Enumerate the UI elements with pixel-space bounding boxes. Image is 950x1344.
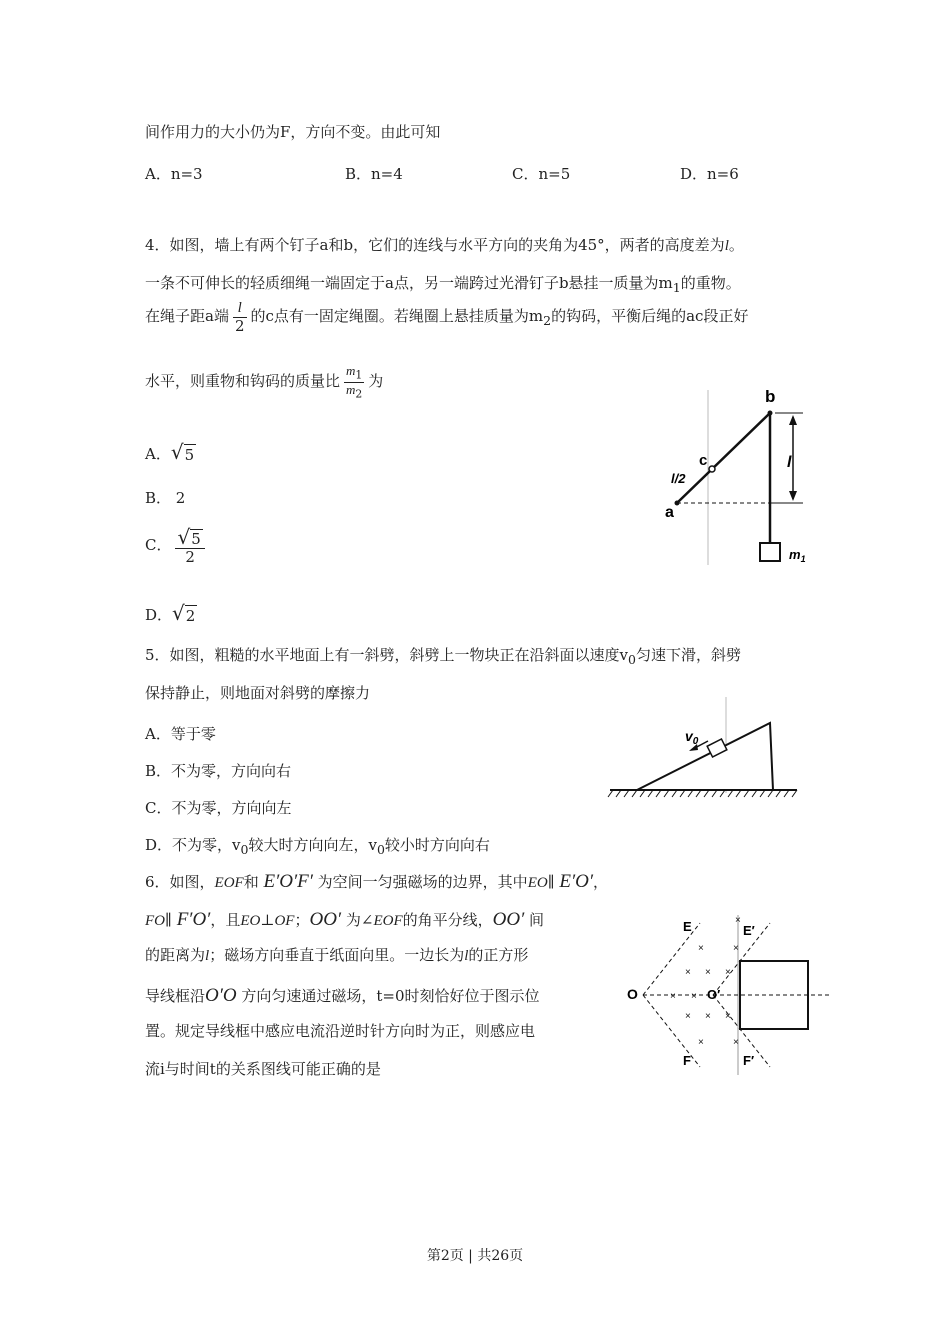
q4-option-b: B． 2 [145, 489, 186, 507]
q6-line-6: 流i与时间t的关系图线可能正确的是 [145, 1060, 381, 1078]
q4-line-2: 一条不可伸长的轻质细绳一端固定于a点，另一端跨过光滑钉子b悬挂一质量为$m_1$的重物。 [145, 274, 741, 295]
rope-ab [677, 413, 770, 503]
svg-text:×: × [698, 1037, 704, 1048]
label-v0: $v_0$ [685, 728, 699, 747]
q3-option-a: A．n=3 [145, 165, 203, 183]
mass-m1-box [760, 543, 780, 561]
q4-line-1: 4．如图，墙上有两个钉子a和b，它们的连线与水平方向的夹角为45°，两者的高度差为l。 [145, 236, 744, 254]
svg-text:×: × [735, 915, 741, 926]
q3-tail-text: 间作用力的大小仍为F，方向不变。由此可知 [145, 123, 441, 141]
q5-line-1: 5．如图，粗糙的水平地面上有一斜劈，斜劈上一物块正在沿斜面以速度$v_0$匀速下滑，斜劈 [145, 646, 741, 667]
label-f-prime: F′ [743, 1053, 755, 1068]
q6-line-3: 的距离为l；磁场方向垂直于纸面向里。一边长为l的正方形 [145, 946, 529, 964]
wedge [637, 723, 773, 790]
q4-mass-ratio: $\frac{m_1}{m_2}$ [346, 363, 363, 401]
svg-text:×: × [685, 1011, 691, 1022]
label-b: b [765, 387, 776, 406]
q3-option-c: C．n=5 [512, 165, 571, 183]
label-l: l [787, 454, 792, 471]
nail-b [768, 411, 773, 416]
svg-text:×: × [670, 991, 676, 1002]
q6-figure-magnetic-field [625, 915, 835, 1075]
q6-line-1: 6．如图，EOF和 E′O′F′ 为空间一匀强磁场的边界，其中EO∥ E′O′， [145, 871, 609, 892]
svg-text:×: × [733, 943, 739, 954]
label-o-prime: O′ [707, 987, 721, 1002]
q5-option-c: C．不为零，方向向左 [145, 799, 292, 817]
q5-option-b: B．不为零，方向向右 [145, 762, 292, 780]
boundary-o2e2 [713, 923, 770, 995]
label-o: O [627, 986, 638, 1002]
label-m1: $m_1$ [789, 547, 806, 564]
svg-text:×: × [725, 967, 731, 978]
label-e-prime: E′ [743, 923, 755, 938]
q6-line-5: 置。规定导线框中感应电流沿逆时针方向时为正，则感应电 [145, 1022, 536, 1040]
boundary-of [643, 995, 700, 1067]
svg-text:×: × [725, 1011, 731, 1022]
page-footer: 第2页 | 共26页 [426, 1248, 524, 1264]
q5-option-d: D．不为零，$v_0$较大时方向向左，$v_0$较小时方向向右 [145, 836, 490, 857]
label-l-half: l/2 [671, 471, 686, 486]
q6-line-2: FO∥ F′O′，且EO⊥OF；OO′ 为∠EOF的角平分线，OO′ 间 [145, 909, 545, 930]
field-marks [670, 915, 741, 1048]
q4-option-a: A． √ 5 [145, 440, 195, 464]
boundary-o2f2 [713, 995, 770, 1067]
ground-hatch [608, 790, 797, 797]
q4-line-4: 水平，则重物和钩码的质量比 $\frac{m_1}{m_2}$ 为 [145, 363, 384, 401]
q6-line-4: 导线框沿O′O 方向匀速通过磁场，t=0时刻恰好位于图示位 [145, 985, 540, 1006]
q4-option-c: C． √ 5 2 [145, 527, 209, 565]
q5-line-2: 保持静止，则地面对斜劈的摩擦力 [145, 684, 371, 702]
svg-text:×: × [698, 943, 704, 954]
svg-text:×: × [691, 991, 697, 1002]
svg-text:×: × [733, 1037, 739, 1048]
q5-option-a: A．等于零 [145, 725, 216, 743]
svg-text:×: × [705, 1011, 711, 1022]
label-e: E [683, 919, 692, 934]
svg-text:×: × [685, 967, 691, 978]
nail-a [675, 501, 680, 506]
q3-option-d: D．n=6 [680, 165, 739, 183]
q4-figure-nails-rope [665, 385, 845, 575]
svg-text:×: × [705, 967, 711, 978]
q5-figure-wedge [605, 695, 805, 805]
label-f: F [683, 1053, 691, 1068]
q4-option-d: D． √ 2 [145, 601, 196, 625]
q4-line-3: 在绳子距a端 $\frac{l}{2}$ 的c点有一固定绳圈。若绳圈上悬挂质量为$m_2$的钩码，平衡后绳的ac段正好 [145, 300, 749, 335]
label-c: c [699, 452, 708, 469]
q3-option-b: B．n=4 [345, 165, 403, 183]
rope-loop-c [709, 466, 715, 472]
q4-fraction-l-half: $\frac{l}{2}$ [234, 300, 245, 335]
arrow-head-down [789, 491, 797, 501]
label-a: a [665, 504, 674, 521]
arrow-head-up [789, 415, 797, 425]
